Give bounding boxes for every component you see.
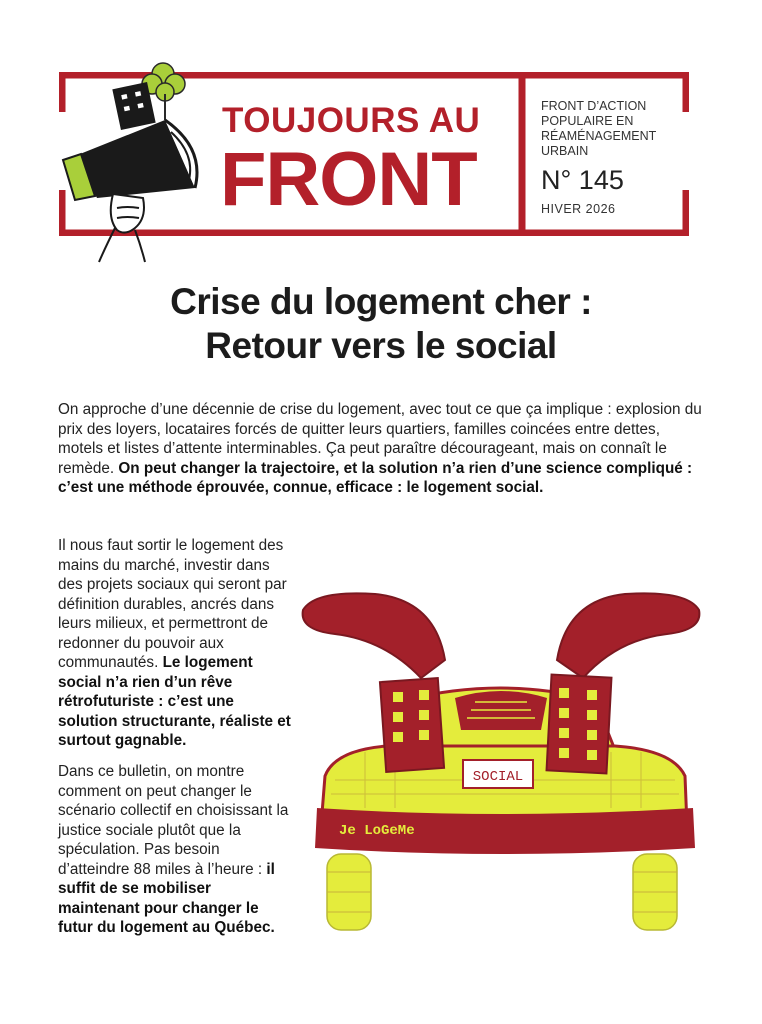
building-left-icon [380,678,444,772]
body-paragraph-1 [58,536,294,751]
car-illustration [295,580,715,940]
organization-name [541,99,681,159]
org-line: FRONT D’ACTION [541,99,647,113]
paragraph-bold: il suffit de se mobiliser maintenant pour changer le futur du logement au Québec. [58,860,275,936]
paragraph-text: Il nous faut sortir le logement des mains du marché, investir dans des projets sociaux qui seront par définition durables, ancrés dans leurs milieux, et permettront de redonner du pouvoir aux communautés. [58,537,287,671]
lead-bold: On peut changer la trajectoire, et la solution n’a rien d’une science compliqué : c’est une méthode éprouvée, connue, efficace : le logement social. [58,459,693,496]
paragraph-bold: Le logement social n’a rien d’un rêve rétrofuturiste : c’est une solution structurante, réaliste et surtout gagnable. [58,654,291,749]
paragraph-text: Dans ce bulletin, on montre comment on peut changer le scénario collectif en choisissant la justice sociale plutôt que la spéculation. Pas besoin d’atteindre 88 miles à l’heure : [58,763,289,878]
social-sign-text: SOCIAL [472,769,524,785]
megaphone-logo-icon [55,58,215,263]
masthead-title-top: TOUJOURS AU [222,101,481,140]
org-line: RÉAMÉNAGEMENT [541,129,657,143]
building-right-icon [547,674,612,773]
lead-paragraph [58,400,708,498]
headline-line-2: Retour vers le social [205,325,557,366]
org-line: URBAIN [541,144,589,158]
license-plate-text: Je LoGeMe [339,823,415,839]
issue-number: N° 145 [541,165,624,195]
headline [0,280,762,368]
lead-text: On approche d’une décennie de crise du logement, avec tout ce que ça implique : explosion du prix des loyers, locataires forcés de quitter leurs quartiers, familles coincées entre dettes, motels et listes d’attente interminables. Ça peut paraître décourageant, mais on connaît le remède. [58,401,702,477]
issue-season: HIVER 2026 [541,202,616,216]
masthead-title-main: FRONT [220,137,477,222]
body-paragraph-2 [58,762,294,938]
org-line: POPULAIRE EN [541,114,634,128]
headline-line-1: Crise du logement cher : [170,281,592,322]
